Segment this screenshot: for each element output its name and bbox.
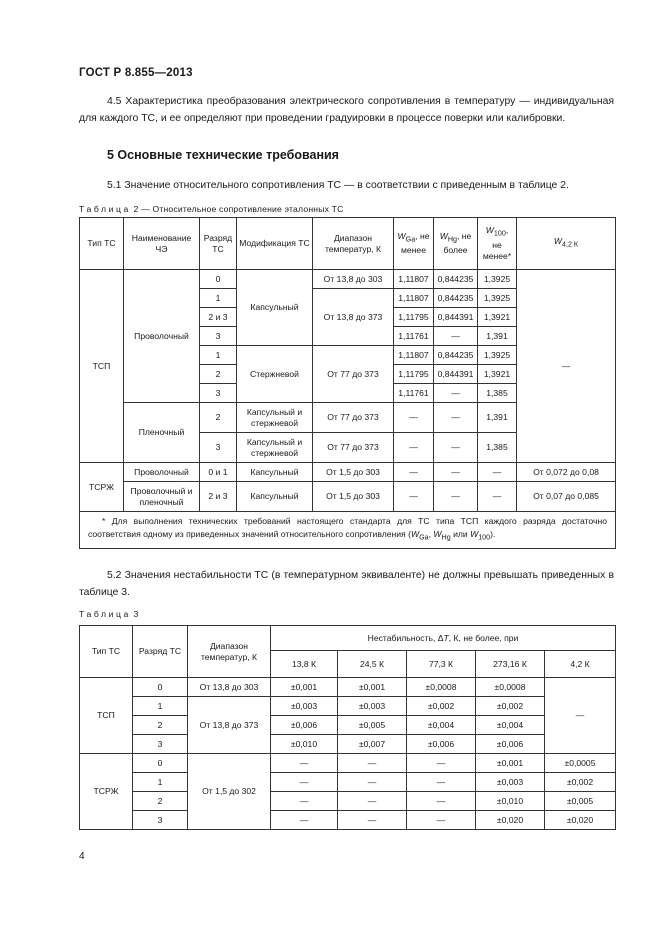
table-row xyxy=(80,482,616,512)
t3-header-temp-13-8: 13,8 К xyxy=(271,651,338,678)
t3-cell: — xyxy=(338,754,407,773)
table-2 xyxy=(79,217,616,549)
paragraph-5-2-text: 5.2 Значения нестабильности ТС (в температурном эквиваленте) не должны превышать приведенных в таблице 3. xyxy=(79,570,614,598)
t2-header-name: Наименование ЧЭ xyxy=(124,218,200,270)
footnote-end: ). xyxy=(490,529,496,539)
t3-cell-grade: 2 xyxy=(133,716,188,735)
t3-header-temp-24-5: 24,5 К xyxy=(338,651,407,678)
t2-name-wire: Проволочный xyxy=(124,270,200,403)
t3-cell: ±0,005 xyxy=(545,792,616,811)
t3-cell: — xyxy=(407,773,476,792)
t3-header-instability xyxy=(271,626,616,651)
t3-cell-grade: 3 xyxy=(133,811,188,830)
t2-header-mod: Модификация ТС xyxy=(237,218,313,270)
t2-cell-w100: 1,3925 xyxy=(478,346,517,365)
t2-cell-w100: 1,3925 xyxy=(478,289,517,308)
t2-header-whg xyxy=(434,218,478,270)
t2-w100-symbol: W xyxy=(485,225,494,236)
table-row xyxy=(80,773,616,792)
t3-tsp-4-2: — xyxy=(545,678,616,754)
t3-cell: ±0,003 xyxy=(271,697,338,716)
t3-header-temp-4-2: 4,2 К xyxy=(545,651,616,678)
t2-cell-grade: 2 xyxy=(200,403,237,433)
t2-cell-whg: 0,844235 xyxy=(434,346,478,365)
t2-name-film: Пленочный xyxy=(124,403,200,463)
t2-cell-w100: 1,385 xyxy=(478,384,517,403)
t2-name-wire-film: Проволочный и пленочный xyxy=(124,482,200,512)
t2-cell-whg: — xyxy=(434,463,478,482)
t3-cell: — xyxy=(271,754,338,773)
t2-w100-subscript: 100 xyxy=(493,229,506,238)
t2-cell-grade: 0 и 1 xyxy=(200,463,237,482)
t2-cell-grade: 1 xyxy=(200,346,237,365)
t3-cell: — xyxy=(407,811,476,830)
table-3-caption-num: 3 xyxy=(133,609,139,619)
t2-type-tsp: ТСП xyxy=(80,270,124,463)
table-2-note-row xyxy=(80,512,616,549)
table-row xyxy=(80,735,616,754)
t2-cell-wga: 1,11807 xyxy=(394,289,434,308)
t2-cell-grade: 1 xyxy=(200,289,237,308)
t3-range-3: От 1,5 до 302 xyxy=(188,754,271,830)
t2-cell-grade: 3 xyxy=(200,327,237,346)
t3-cell: ±0,010 xyxy=(271,735,338,754)
table-row xyxy=(80,811,616,830)
t3-range-2: От 13,8 до 373 xyxy=(188,697,271,754)
t2-cell-wga: — xyxy=(394,403,434,433)
t2-whg-text: , не более xyxy=(443,230,472,256)
t2-cell-w100: 1,385 xyxy=(478,433,517,463)
table-row xyxy=(80,716,616,735)
t3-header-type: Тип ТС xyxy=(80,626,133,678)
t2-range-5: От 77 до 373 xyxy=(313,433,394,463)
table-row xyxy=(80,697,616,716)
table-row xyxy=(80,270,616,289)
t2-cell-wga: — xyxy=(394,463,434,482)
table-3 xyxy=(79,625,616,830)
t2-whg-subscript: Hg xyxy=(447,235,457,244)
t2-range-6: От 1,5 до 303 xyxy=(313,463,394,482)
t2-mod-capsule-3: Капсульный xyxy=(237,482,313,512)
t3-cell: ±0,006 xyxy=(407,735,476,754)
t3-cell-grade: 1 xyxy=(133,697,188,716)
t3-cell-grade: 1 xyxy=(133,773,188,792)
t2-wga-subscript: Ga xyxy=(405,235,416,244)
table-3-caption-word: Таблица xyxy=(79,609,131,619)
t3-cell-grade: 0 xyxy=(133,678,188,697)
t2-cell-whg: — xyxy=(434,482,478,512)
t2-wga-text: , не менее xyxy=(401,230,430,256)
t2-cell-whg: — xyxy=(434,403,478,433)
t2-cell-w100: 1,3925 xyxy=(478,270,517,289)
t2-header-w42 xyxy=(517,218,616,270)
t2-cell-wga: 1,11807 xyxy=(394,270,434,289)
t3-header-temp-77-3: 77,3 К xyxy=(407,651,476,678)
t3-cell: ±0,020 xyxy=(545,811,616,830)
t2-cell-wga: — xyxy=(394,433,434,463)
t2-cell-wga: 1,11761 xyxy=(394,327,434,346)
t3-header-temp-273-16: 273,16 К xyxy=(476,651,545,678)
footnote-sep-1: , xyxy=(428,529,434,539)
t3-instab-post: , К, не более, при xyxy=(448,632,519,643)
t2-cell-w100: 1,3921 xyxy=(478,365,517,384)
t3-cell: ±0,002 xyxy=(476,697,545,716)
t2-range-7: От 1,5 до 303 xyxy=(313,482,394,512)
t2-cell-grade: 3 xyxy=(200,433,237,463)
t2-header-w100 xyxy=(478,218,517,270)
t2-cell-grade: 2 xyxy=(200,365,237,384)
table-2-caption-word: Таблица xyxy=(79,204,131,214)
page-number: 4 xyxy=(79,851,85,862)
t2-type-tsrzh: ТСРЖ xyxy=(80,463,124,512)
t3-cell: ±0,001 xyxy=(271,678,338,697)
paragraph-4-5 xyxy=(79,94,614,127)
paragraph-5-1-text: 5.1 Значение относительного сопротивления ТС — в соответствии с приведенным в таблице 2. xyxy=(107,180,569,191)
t3-cell: — xyxy=(271,792,338,811)
t2-cell-w100: 1,3921 xyxy=(478,308,517,327)
t2-w100-text: , не менее* xyxy=(482,225,512,261)
table-2-header-row xyxy=(80,218,616,270)
paragraph-5-1 xyxy=(79,178,614,195)
t3-cell: — xyxy=(407,792,476,811)
t2-cell-w100: 1,391 xyxy=(478,403,517,433)
t2-cell-whg: 0,844391 xyxy=(434,308,478,327)
table-row xyxy=(80,463,616,482)
t2-cell-wga: — xyxy=(394,482,434,512)
paragraph-5-2 xyxy=(79,568,614,601)
table-row xyxy=(80,678,616,697)
t3-cell: — xyxy=(271,773,338,792)
section-5-heading: 5 Основные технические требования xyxy=(107,148,339,162)
t3-type-tsrzh: ТСРЖ xyxy=(80,754,133,830)
document-header: ГОСТ Р 8.855—2013 xyxy=(79,67,193,79)
t3-cell: ±0,001 xyxy=(476,754,545,773)
t2-header-grade: Разряд ТС xyxy=(200,218,237,270)
t3-cell: — xyxy=(338,792,407,811)
t3-cell: ±0,001 xyxy=(338,678,407,697)
table-3-caption xyxy=(79,609,138,619)
t2-cell-w42: От 0,072 до 0,08 xyxy=(517,463,616,482)
t3-cell-grade: 0 xyxy=(133,754,188,773)
t2-cell-w100: — xyxy=(478,482,517,512)
t2-cell-grade: 0 xyxy=(200,270,237,289)
t3-cell: ±0,002 xyxy=(545,773,616,792)
t2-tsp-w42: — xyxy=(517,270,616,463)
t3-cell: ±0,003 xyxy=(338,697,407,716)
t2-wga-symbol: W xyxy=(397,230,406,241)
t3-cell: — xyxy=(338,773,407,792)
t2-cell-w100: — xyxy=(478,463,517,482)
t2-w42-subscript: 4,2 К xyxy=(562,240,579,249)
footnote-hg: Hg xyxy=(441,533,451,542)
footnote-ga: Ga xyxy=(419,533,429,542)
footnote-100: 100 xyxy=(478,533,491,542)
t3-cell: ±0,0005 xyxy=(545,754,616,773)
table-2-footnote: * Для выполнения технических требований настоящего стандарта для ТС типа ТСП каждого разряда достаточно соответствия одному из приведенных значений относительного сопротивления ($W_{Ga}$, $W_{Hg}$ или $W_{100}$). xyxy=(80,512,616,549)
t2-cell-w42: От 0,07 до 0,085 xyxy=(517,482,616,512)
t2-mod-rod: Стержневой xyxy=(237,346,313,403)
t3-cell: ±0,006 xyxy=(476,735,545,754)
t2-cell-wga: 1,11795 xyxy=(394,365,434,384)
t2-whg-symbol: W xyxy=(439,230,448,241)
t2-range-4: От 77 до 373 xyxy=(313,403,394,433)
t3-header-range: Диапазон температур, К xyxy=(188,626,271,678)
t2-cell-whg: — xyxy=(434,433,478,463)
t3-cell: ±0,004 xyxy=(476,716,545,735)
t3-cell-grade: 2 xyxy=(133,792,188,811)
t3-range-1: От 13,8 до 303 xyxy=(188,678,271,697)
t2-name-wire-2: Проволочный xyxy=(124,463,200,482)
table-2-caption-text: 2 — Относительное сопротивление эталонных ТС xyxy=(133,204,344,214)
t2-mod-capsule: Капсульный xyxy=(237,270,313,346)
t2-cell-wga: 1,11795 xyxy=(394,308,434,327)
paragraph-4-5-text: 4.5 Характеристика преобразования электрического сопротивления в температуру — индивидуальная для каждого ТС, и ее определяют при проведении градуировки в процессе поверки или калибровки. xyxy=(79,96,614,124)
table-row xyxy=(80,754,616,773)
t2-cell-whg: 0,844235 xyxy=(434,289,478,308)
t2-range-2: От 13,8 до 373 xyxy=(313,289,394,346)
t2-cell-grade: 3 xyxy=(200,384,237,403)
t3-cell: ±0,005 xyxy=(338,716,407,735)
t2-mod-capsule-2: Капсульный xyxy=(237,463,313,482)
t2-cell-whg: 0,844235 xyxy=(434,270,478,289)
t2-header-wga xyxy=(394,218,434,270)
t2-cell-whg: 0,844391 xyxy=(434,365,478,384)
t2-cell-grade: 2 и 3 xyxy=(200,482,237,512)
t3-cell: — xyxy=(338,811,407,830)
footnote-sep-2: или xyxy=(450,529,471,539)
t3-cell-grade: 3 xyxy=(133,735,188,754)
t3-cell: ±0,020 xyxy=(476,811,545,830)
t2-cell-wga: 1,11807 xyxy=(394,346,434,365)
t3-header-grade: Разряд ТС xyxy=(133,626,188,678)
t3-cell: ±0,003 xyxy=(476,773,545,792)
table-row xyxy=(80,792,616,811)
t2-cell-whg: — xyxy=(434,327,478,346)
t3-cell: ±0,004 xyxy=(407,716,476,735)
t2-mod-cap-rod-1: Капсульный и стержневой xyxy=(237,403,313,433)
t2-cell-whg: — xyxy=(434,384,478,403)
t2-mod-cap-rod-2: Капсульный и стержневой xyxy=(237,433,313,463)
t3-cell: ±0,006 xyxy=(271,716,338,735)
t2-cell-grade: 2 и 3 xyxy=(200,308,237,327)
t2-header-range: Диапазон температур, К xyxy=(313,218,394,270)
t3-cell: ±0,007 xyxy=(338,735,407,754)
t3-cell: ±0,0008 xyxy=(476,678,545,697)
footnote-text: * Для выполнения технических требований настоящего стандарта для ТС типа ТСП каждого разряда достаточно соответствия одному из приведенных значений относительного сопротивления ( xyxy=(88,516,607,539)
t3-cell: ±0,002 xyxy=(407,697,476,716)
t3-type-tsp: ТСП xyxy=(80,678,133,754)
t2-cell-wga: 1,11761 xyxy=(394,384,434,403)
t3-instab-pre: Нестабильность, Δ xyxy=(367,632,444,643)
t3-cell: — xyxy=(407,754,476,773)
t2-range-1: От 13,8 до 303 xyxy=(313,270,394,289)
t3-cell: — xyxy=(271,811,338,830)
t2-w42-symbol: W xyxy=(553,236,562,247)
t3-cell: ±0,0008 xyxy=(407,678,476,697)
t3-cell: ±0,010 xyxy=(476,792,545,811)
table-3-header-row-1 xyxy=(80,626,616,651)
t3-instab-t: T xyxy=(443,632,449,643)
t2-cell-w100: 1,391 xyxy=(478,327,517,346)
table-2-caption xyxy=(79,204,344,214)
t2-header-type: Тип ТС xyxy=(80,218,124,270)
t2-range-3: От 77 до 373 xyxy=(313,346,394,403)
